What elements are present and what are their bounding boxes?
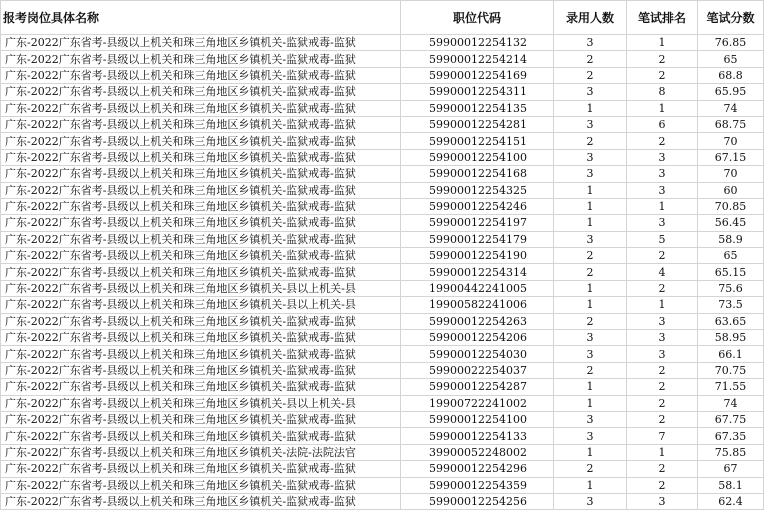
cell-hire-count[interactable]: 3 (554, 149, 627, 165)
table-row (1, 67, 764, 83)
cell-position-name[interactable]: 广东-2022广东省考-县级以上机关和珠三角地区乡镇机关-监狱戒毒-监狱 (1, 149, 401, 165)
cell-position-code[interactable]: 59900012254169 (401, 67, 554, 83)
cell-position-name[interactable]: 广东-2022广东省考-县级以上机关和珠三角地区乡镇机关-监狱戒毒-监狱 (1, 346, 401, 362)
cell-hire-count[interactable]: 2 (554, 51, 627, 67)
cell-exam-score[interactable]: 65.95 (698, 84, 764, 100)
cell-position-code[interactable]: 19900722241002 (401, 395, 554, 411)
cell-position-code[interactable]: 19900582241006 (401, 297, 554, 313)
cell-hire-count[interactable]: 1 (554, 198, 627, 214)
cell-position-name[interactable]: 广东-2022广东省考-县级以上机关和珠三角地区乡镇机关-县以上机关-县 (1, 395, 401, 411)
cell-position-name[interactable]: 广东-2022广东省考-县级以上机关和珠三角地区乡镇机关-县以上机关-县 (1, 280, 401, 296)
cell-exam-rank[interactable]: 8 (627, 84, 698, 100)
cell-exam-rank[interactable]: 2 (627, 477, 698, 493)
cell-exam-score[interactable]: 65 (698, 51, 764, 67)
cell-exam-score[interactable]: 63.65 (698, 313, 764, 329)
cell-exam-score[interactable]: 58.9 (698, 231, 764, 247)
cell-position-code[interactable]: 59900012254100 (401, 411, 554, 427)
cell-position-code[interactable]: 59900012254359 (401, 477, 554, 493)
cell-exam-score[interactable]: 67.75 (698, 411, 764, 427)
table-row (1, 395, 764, 411)
cell-exam-rank[interactable]: 1 (627, 100, 698, 116)
cell-exam-rank[interactable]: 2 (627, 280, 698, 296)
table-row (1, 330, 764, 346)
cell-position-code[interactable]: 59900012254135 (401, 100, 554, 116)
cell-exam-score[interactable]: 70 (698, 166, 764, 182)
cell-position-code[interactable]: 59900012254168 (401, 166, 554, 182)
cell-hire-count[interactable]: 2 (554, 313, 627, 329)
cell-hire-count[interactable]: 3 (554, 330, 627, 346)
header-exam-rank[interactable]: 笔试排名 (627, 1, 698, 35)
cell-exam-rank[interactable]: 2 (627, 411, 698, 427)
cell-hire-count[interactable]: 1 (554, 215, 627, 231)
cell-hire-count[interactable]: 2 (554, 248, 627, 264)
cell-position-name[interactable]: 广东-2022广东省考-县级以上机关和珠三角地区乡镇机关-监狱戒毒-监狱 (1, 51, 401, 67)
cell-hire-count[interactable]: 1 (554, 444, 627, 460)
cell-position-name[interactable]: 广东-2022广东省考-县级以上机关和珠三角地区乡镇机关-监狱戒毒-监狱 (1, 231, 401, 247)
cell-exam-score[interactable]: 73.5 (698, 297, 764, 313)
cell-position-name[interactable]: 广东-2022广东省考-县级以上机关和珠三角地区乡镇机关-监狱戒毒-监狱 (1, 428, 401, 444)
cell-position-name[interactable]: 广东-2022广东省考-县级以上机关和珠三角地区乡镇机关-监狱戒毒-监狱 (1, 264, 401, 280)
cell-position-code[interactable]: 59900012254314 (401, 264, 554, 280)
cell-exam-score[interactable]: 67.35 (698, 428, 764, 444)
table-row (1, 248, 764, 264)
table-row (1, 215, 764, 231)
cell-exam-score[interactable]: 66.1 (698, 346, 764, 362)
cell-hire-count[interactable]: 1 (554, 379, 627, 395)
cell-hire-count[interactable]: 3 (554, 493, 627, 509)
table-row (1, 100, 764, 116)
cell-exam-score[interactable]: 67.15 (698, 149, 764, 165)
table-row (1, 280, 764, 296)
cell-exam-rank[interactable]: 2 (627, 248, 698, 264)
cell-position-name[interactable]: 广东-2022广东省考-县级以上机关和珠三角地区乡镇机关-监狱戒毒-监狱 (1, 477, 401, 493)
cell-position-code[interactable]: 59900012254197 (401, 215, 554, 231)
table-row (1, 411, 764, 427)
cell-exam-rank[interactable]: 1 (627, 297, 698, 313)
cell-exam-score[interactable]: 62.4 (698, 493, 764, 509)
cell-position-name[interactable]: 广东-2022广东省考-县级以上机关和珠三角地区乡镇机关-监狱戒毒-监狱 (1, 330, 401, 346)
table-row (1, 444, 764, 460)
cell-exam-score[interactable]: 76.85 (698, 35, 764, 51)
cell-exam-score[interactable]: 67 (698, 461, 764, 477)
cell-hire-count[interactable]: 1 (554, 477, 627, 493)
cell-position-code[interactable]: 59900012254256 (401, 493, 554, 509)
cell-position-name[interactable]: 广东-2022广东省考-县级以上机关和珠三角地区乡镇机关-监狱戒毒-监狱 (1, 313, 401, 329)
cell-position-code[interactable]: 59900012254296 (401, 461, 554, 477)
cell-hire-count[interactable]: 3 (554, 346, 627, 362)
cell-position-name[interactable]: 广东-2022广东省考-县级以上机关和珠三角地区乡镇机关-监狱戒毒-监狱 (1, 116, 401, 132)
cell-hire-count[interactable]: 3 (554, 116, 627, 132)
cell-exam-rank[interactable]: 3 (627, 493, 698, 509)
cell-exam-score[interactable]: 70.75 (698, 362, 764, 378)
table-row (1, 379, 764, 395)
table-row (1, 149, 764, 165)
table-row (1, 198, 764, 214)
table-row (1, 461, 764, 477)
cell-exam-rank[interactable]: 3 (627, 346, 698, 362)
cell-exam-rank[interactable]: 5 (627, 231, 698, 247)
cell-position-name[interactable]: 广东-2022广东省考-县级以上机关和珠三角地区乡镇机关-监狱戒毒-监狱 (1, 84, 401, 100)
cell-position-name[interactable]: 广东-2022广东省考-县级以上机关和珠三角地区乡镇机关-法院-法院法官 (1, 444, 401, 460)
cell-hire-count[interactable]: 1 (554, 297, 627, 313)
cell-exam-rank[interactable]: 2 (627, 67, 698, 83)
cell-exam-score[interactable]: 65 (698, 248, 764, 264)
cell-position-code[interactable]: 59900012254246 (401, 198, 554, 214)
cell-position-code[interactable]: 19900442241005 (401, 280, 554, 296)
cell-exam-rank[interactable]: 4 (627, 264, 698, 280)
cell-hire-count[interactable]: 1 (554, 182, 627, 198)
cell-exam-rank[interactable]: 6 (627, 116, 698, 132)
table-row (1, 231, 764, 247)
cell-position-name[interactable]: 广东-2022广东省考-县级以上机关和珠三角地区乡镇机关-监狱戒毒-监狱 (1, 100, 401, 116)
cell-hire-count[interactable]: 1 (554, 100, 627, 116)
cell-hire-count[interactable]: 1 (554, 280, 627, 296)
header-hire-count[interactable]: 录用人数 (554, 1, 627, 35)
cell-exam-rank[interactable]: 2 (627, 362, 698, 378)
table-row (1, 264, 764, 280)
cell-position-code[interactable]: 59900012254132 (401, 35, 554, 51)
header-position-name[interactable]: 报考岗位具体名称 (1, 1, 401, 35)
cell-position-name[interactable]: 广东-2022广东省考-县级以上机关和珠三角地区乡镇机关-监狱戒毒-监狱 (1, 248, 401, 264)
cell-position-code[interactable]: 59900012254287 (401, 379, 554, 395)
cell-exam-rank[interactable]: 2 (627, 379, 698, 395)
cell-position-code[interactable]: 59900012254214 (401, 51, 554, 67)
cell-hire-count[interactable]: 2 (554, 461, 627, 477)
cell-position-name[interactable]: 广东-2022广东省考-县级以上机关和珠三角地区乡镇机关-县以上机关-县 (1, 297, 401, 313)
cell-exam-score[interactable]: 68.75 (698, 116, 764, 132)
cell-exam-rank[interactable]: 3 (627, 166, 698, 182)
cell-exam-score[interactable]: 71.55 (698, 379, 764, 395)
cell-position-name[interactable]: 广东-2022广东省考-县级以上机关和珠三角地区乡镇机关-监狱戒毒-监狱 (1, 379, 401, 395)
cell-hire-count[interactable]: 2 (554, 362, 627, 378)
cell-position-code[interactable]: 59900012254030 (401, 346, 554, 362)
cell-position-name[interactable]: 广东-2022广东省考-县级以上机关和珠三角地区乡镇机关-监狱戒毒-监狱 (1, 411, 401, 427)
cell-position-name[interactable]: 广东-2022广东省考-县级以上机关和珠三角地区乡镇机关-监狱戒毒-监狱 (1, 166, 401, 182)
cell-exam-rank[interactable]: 2 (627, 395, 698, 411)
cell-exam-rank[interactable]: 1 (627, 35, 698, 51)
header-exam-score[interactable]: 笔试分数 (698, 1, 764, 35)
cell-position-code[interactable]: 59900022254037 (401, 362, 554, 378)
table-row (1, 477, 764, 493)
cell-exam-rank[interactable]: 2 (627, 461, 698, 477)
cell-hire-count[interactable]: 2 (554, 133, 627, 149)
cell-hire-count[interactable]: 3 (554, 231, 627, 247)
cell-position-code[interactable]: 59900012254325 (401, 182, 554, 198)
cell-exam-score[interactable]: 60 (698, 182, 764, 198)
cell-position-code[interactable]: 59900012254281 (401, 116, 554, 132)
cell-position-code[interactable]: 59900012254263 (401, 313, 554, 329)
cell-exam-rank[interactable]: 3 (627, 330, 698, 346)
cell-hire-count[interactable]: 3 (554, 428, 627, 444)
cell-position-name[interactable]: 广东-2022广东省考-县级以上机关和珠三角地区乡镇机关-监狱戒毒-监狱 (1, 67, 401, 83)
cell-position-name[interactable]: 广东-2022广东省考-县级以上机关和珠三角地区乡镇机关-监狱戒毒-监狱 (1, 182, 401, 198)
cell-position-code[interactable]: 59900012254100 (401, 149, 554, 165)
cell-hire-count[interactable]: 3 (554, 166, 627, 182)
cell-exam-score[interactable]: 65.15 (698, 264, 764, 280)
cell-exam-rank[interactable]: 1 (627, 198, 698, 214)
cell-exam-rank[interactable]: 3 (627, 149, 698, 165)
cell-position-name[interactable]: 广东-2022广东省考-县级以上机关和珠三角地区乡镇机关-监狱戒毒-监狱 (1, 198, 401, 214)
table-row (1, 35, 764, 51)
cell-exam-rank[interactable]: 1 (627, 444, 698, 460)
cell-exam-rank[interactable]: 3 (627, 313, 698, 329)
cell-exam-rank[interactable]: 3 (627, 182, 698, 198)
cell-position-name[interactable]: 广东-2022广东省考-县级以上机关和珠三角地区乡镇机关-监狱戒毒-监狱 (1, 461, 401, 477)
table-row (1, 51, 764, 67)
cell-hire-count[interactable]: 1 (554, 395, 627, 411)
cell-hire-count[interactable]: 3 (554, 411, 627, 427)
table-row (1, 313, 764, 329)
table-row (1, 166, 764, 182)
table-row (1, 116, 764, 132)
cell-hire-count[interactable]: 3 (554, 35, 627, 51)
cell-exam-score[interactable]: 68.8 (698, 67, 764, 83)
cell-exam-score[interactable]: 75.6 (698, 280, 764, 296)
cell-hire-count[interactable]: 3 (554, 84, 627, 100)
cell-position-code[interactable]: 59900012254151 (401, 133, 554, 149)
cell-position-code[interactable]: 59900012254206 (401, 330, 554, 346)
cell-position-code[interactable]: 59900012254190 (401, 248, 554, 264)
cell-position-name[interactable]: 广东-2022广东省考-县级以上机关和珠三角地区乡镇机关-监狱戒毒-监狱 (1, 215, 401, 231)
table-row (1, 182, 764, 198)
cell-position-code[interactable]: 39900052248002 (401, 444, 554, 460)
cell-position-name[interactable]: 广东-2022广东省考-县级以上机关和珠三角地区乡镇机关-监狱戒毒-监狱 (1, 493, 401, 509)
cell-exam-rank[interactable]: 3 (627, 215, 698, 231)
cell-exam-score[interactable]: 58.95 (698, 330, 764, 346)
table-row (1, 493, 764, 509)
table-row (1, 428, 764, 444)
cell-position-code[interactable]: 59900012254311 (401, 84, 554, 100)
cell-exam-score[interactable]: 74 (698, 100, 764, 116)
table-row (1, 346, 764, 362)
cell-exam-score[interactable]: 74 (698, 395, 764, 411)
cell-position-code[interactable]: 59900012254133 (401, 428, 554, 444)
cell-position-code[interactable]: 59900012254179 (401, 231, 554, 247)
cell-hire-count[interactable]: 2 (554, 264, 627, 280)
cell-position-name[interactable]: 广东-2022广东省考-县级以上机关和珠三角地区乡镇机关-监狱戒毒-监狱 (1, 35, 401, 51)
cell-exam-score[interactable]: 75.85 (698, 444, 764, 460)
cell-exam-score[interactable]: 70 (698, 133, 764, 149)
table-row (1, 362, 764, 378)
cell-exam-rank[interactable]: 2 (627, 51, 698, 67)
header-position-code[interactable]: 职位代码 (401, 1, 554, 35)
cell-exam-rank[interactable]: 7 (627, 428, 698, 444)
cell-position-name[interactable]: 广东-2022广东省考-县级以上机关和珠三角地区乡镇机关-监狱戒毒-监狱 (1, 133, 401, 149)
cell-exam-score[interactable]: 58.1 (698, 477, 764, 493)
table-row (1, 84, 764, 100)
table-row (1, 133, 764, 149)
cell-exam-score[interactable]: 56.45 (698, 215, 764, 231)
table-row (1, 297, 764, 313)
cell-exam-rank[interactable]: 2 (627, 133, 698, 149)
cell-position-name[interactable]: 广东-2022广东省考-县级以上机关和珠三角地区乡镇机关-监狱戒毒-监狱 (1, 362, 401, 378)
cell-hire-count[interactable]: 2 (554, 67, 627, 83)
header-row (1, 1, 764, 35)
cell-exam-score[interactable]: 70.85 (698, 198, 764, 214)
